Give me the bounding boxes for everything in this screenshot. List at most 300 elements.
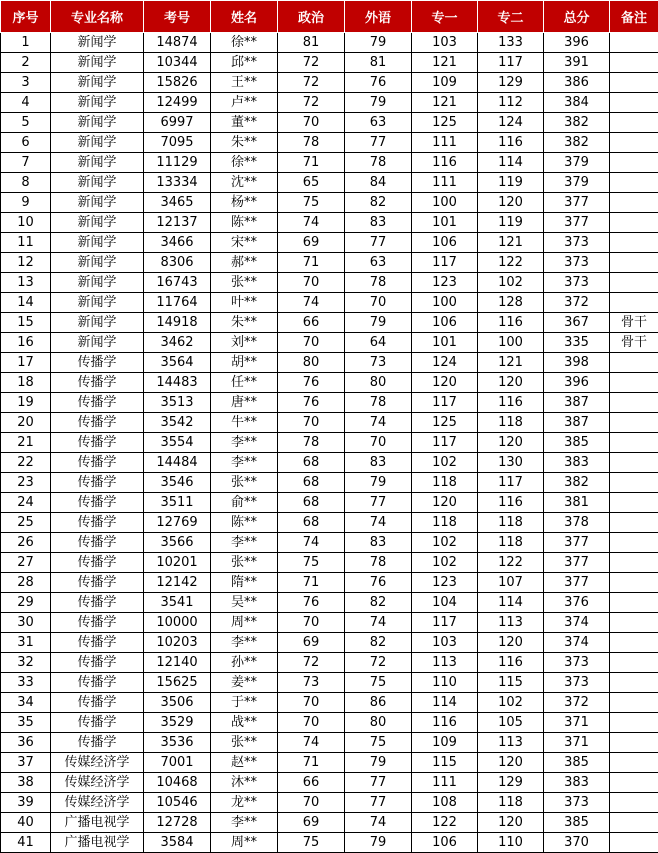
cell-index: 25 (1, 513, 51, 533)
cell-exam-id: 3542 (144, 413, 211, 433)
cell-major-subject-1: 111 (412, 133, 478, 153)
cell-major-subject-1: 100 (412, 293, 478, 313)
cell-major-subject-2: 129 (478, 773, 544, 793)
cell-politics: 70 (278, 273, 345, 293)
cell-major-subject-2: 115 (478, 673, 544, 693)
cell-major: 广播电视学 (51, 813, 144, 833)
cell-major-subject-2: 130 (478, 453, 544, 473)
cell-total: 377 (544, 193, 610, 213)
cell-total: 372 (544, 293, 610, 313)
cell-remarks (610, 373, 658, 393)
cell-name: 牛** (211, 413, 278, 433)
cell-foreign-language: 86 (345, 693, 412, 713)
cell-politics: 70 (278, 793, 345, 813)
header-index: 序号 (1, 1, 51, 33)
table-row (1, 833, 658, 853)
cell-name: 张** (211, 733, 278, 753)
cell-name: 徐** (211, 33, 278, 53)
cell-index: 2 (1, 53, 51, 73)
cell-politics: 68 (278, 473, 345, 493)
cell-major-subject-2: 124 (478, 113, 544, 133)
cell-name: 李** (211, 633, 278, 653)
cell-foreign-language: 80 (345, 713, 412, 733)
cell-remarks (610, 93, 658, 113)
cell-politics: 74 (278, 293, 345, 313)
table-row (1, 153, 658, 173)
cell-exam-id: 3564 (144, 353, 211, 373)
cell-index: 33 (1, 673, 51, 693)
cell-remarks (610, 173, 658, 193)
table-row (1, 573, 658, 593)
cell-foreign-language: 72 (345, 653, 412, 673)
cell-name: 胡** (211, 353, 278, 373)
cell-total: 378 (544, 513, 610, 533)
cell-major: 新闻学 (51, 33, 144, 53)
cell-total: 374 (544, 613, 610, 633)
cell-remarks (610, 713, 658, 733)
cell-exam-id: 14484 (144, 453, 211, 473)
cell-major-subject-1: 118 (412, 473, 478, 493)
table-row (1, 673, 658, 693)
cell-major: 传播学 (51, 733, 144, 753)
cell-index: 22 (1, 453, 51, 473)
cell-politics: 70 (278, 113, 345, 133)
cell-exam-id: 12140 (144, 653, 211, 673)
cell-index: 8 (1, 173, 51, 193)
cell-major-subject-1: 114 (412, 693, 478, 713)
cell-major-subject-1: 124 (412, 353, 478, 373)
cell-exam-id: 3462 (144, 333, 211, 353)
table-row (1, 593, 658, 613)
table-row (1, 433, 658, 453)
cell-index: 13 (1, 273, 51, 293)
cell-index: 39 (1, 793, 51, 813)
cell-total: 373 (544, 793, 610, 813)
cell-major: 传播学 (51, 673, 144, 693)
cell-major-subject-2: 100 (478, 333, 544, 353)
cell-major: 传媒经济学 (51, 773, 144, 793)
cell-politics: 72 (278, 93, 345, 113)
cell-major-subject-1: 102 (412, 533, 478, 553)
cell-major: 传播学 (51, 573, 144, 593)
cell-name: 任** (211, 373, 278, 393)
cell-name: 陈** (211, 213, 278, 233)
cell-foreign-language: 73 (345, 353, 412, 373)
cell-remarks (610, 253, 658, 273)
cell-major-subject-2: 116 (478, 313, 544, 333)
cell-foreign-language: 80 (345, 373, 412, 393)
cell-foreign-language: 74 (345, 413, 412, 433)
cell-foreign-language: 79 (345, 33, 412, 53)
cell-major: 传播学 (51, 453, 144, 473)
cell-index: 35 (1, 713, 51, 733)
cell-politics: 71 (278, 753, 345, 773)
cell-major: 传播学 (51, 473, 144, 493)
cell-major: 新闻学 (51, 193, 144, 213)
cell-politics: 66 (278, 773, 345, 793)
cell-remarks (610, 553, 658, 573)
cell-major-subject-1: 125 (412, 113, 478, 133)
cell-total: 382 (544, 133, 610, 153)
cell-exam-id: 12769 (144, 513, 211, 533)
cell-name: 陈** (211, 513, 278, 533)
cell-index: 30 (1, 613, 51, 633)
table-row (1, 533, 658, 553)
cell-index: 17 (1, 353, 51, 373)
cell-major-subject-1: 103 (412, 633, 478, 653)
table-row (1, 313, 658, 333)
table-row (1, 453, 658, 473)
cell-remarks (610, 133, 658, 153)
cell-total: 387 (544, 413, 610, 433)
cell-major-subject-2: 113 (478, 613, 544, 633)
cell-politics: 76 (278, 393, 345, 413)
cell-name: 周** (211, 833, 278, 853)
cell-exam-id: 3584 (144, 833, 211, 853)
cell-foreign-language: 79 (345, 753, 412, 773)
cell-name: 朱** (211, 133, 278, 153)
cell-name: 张** (211, 553, 278, 573)
cell-remarks (610, 393, 658, 413)
cell-exam-id: 16743 (144, 273, 211, 293)
cell-major: 传播学 (51, 413, 144, 433)
cell-total: 373 (544, 233, 610, 253)
cell-exam-id: 15826 (144, 73, 211, 93)
cell-total: 396 (544, 373, 610, 393)
cell-name: 于** (211, 693, 278, 713)
cell-exam-id: 10468 (144, 773, 211, 793)
cell-politics: 76 (278, 373, 345, 393)
table-row (1, 693, 658, 713)
cell-major-subject-1: 115 (412, 753, 478, 773)
cell-major: 传播学 (51, 533, 144, 553)
cell-major-subject-2: 120 (478, 633, 544, 653)
table-header (1, 1, 658, 33)
cell-exam-id: 14874 (144, 33, 211, 53)
cell-major: 新闻学 (51, 253, 144, 273)
cell-total: 373 (544, 253, 610, 273)
cell-name: 张** (211, 273, 278, 293)
cell-exam-id: 10000 (144, 613, 211, 633)
cell-name: 刘** (211, 333, 278, 353)
table-row (1, 113, 658, 133)
cell-major-subject-1: 123 (412, 273, 478, 293)
cell-foreign-language: 82 (345, 193, 412, 213)
cell-name: 李** (211, 453, 278, 473)
cell-major-subject-2: 116 (478, 393, 544, 413)
cell-major: 新闻学 (51, 153, 144, 173)
cell-politics: 72 (278, 53, 345, 73)
cell-major-subject-2: 118 (478, 513, 544, 533)
cell-major-subject-1: 120 (412, 493, 478, 513)
cell-remarks (610, 813, 658, 833)
cell-major-subject-2: 107 (478, 573, 544, 593)
cell-exam-id: 11764 (144, 293, 211, 313)
cell-politics: 70 (278, 693, 345, 713)
table-row (1, 653, 658, 673)
cell-major-subject-1: 101 (412, 333, 478, 353)
cell-major-subject-2: 122 (478, 553, 544, 573)
header-politics: 政治 (278, 1, 345, 33)
cell-major-subject-1: 117 (412, 433, 478, 453)
cell-major-subject-2: 120 (478, 193, 544, 213)
cell-foreign-language: 79 (345, 473, 412, 493)
cell-major: 新闻学 (51, 93, 144, 113)
cell-major: 新闻学 (51, 173, 144, 193)
cell-remarks (610, 593, 658, 613)
header-row (1, 1, 658, 33)
cell-foreign-language: 82 (345, 633, 412, 653)
cell-major: 传播学 (51, 713, 144, 733)
cell-exam-id: 12499 (144, 93, 211, 113)
cell-total: 396 (544, 33, 610, 53)
cell-exam-id: 6997 (144, 113, 211, 133)
cell-remarks (610, 113, 658, 133)
cell-foreign-language: 70 (345, 293, 412, 313)
cell-major-subject-2: 116 (478, 653, 544, 673)
cell-major-subject-1: 111 (412, 773, 478, 793)
cell-major-subject-1: 103 (412, 33, 478, 53)
cell-foreign-language: 74 (345, 613, 412, 633)
cell-foreign-language: 64 (345, 333, 412, 353)
cell-major-subject-2: 117 (478, 53, 544, 73)
cell-major-subject-1: 104 (412, 593, 478, 613)
cell-index: 41 (1, 833, 51, 853)
cell-exam-id: 3466 (144, 233, 211, 253)
cell-total: 385 (544, 753, 610, 773)
cell-total: 383 (544, 453, 610, 473)
cell-index: 32 (1, 653, 51, 673)
cell-exam-id: 7095 (144, 133, 211, 153)
cell-major-subject-2: 118 (478, 413, 544, 433)
cell-exam-id: 3554 (144, 433, 211, 453)
cell-politics: 68 (278, 513, 345, 533)
cell-major: 传媒经济学 (51, 793, 144, 813)
cell-name: 吴** (211, 593, 278, 613)
cell-major-subject-2: 116 (478, 133, 544, 153)
cell-name: 沈** (211, 173, 278, 193)
cell-politics: 71 (278, 153, 345, 173)
cell-index: 18 (1, 373, 51, 393)
cell-total: 335 (544, 333, 610, 353)
cell-name: 李** (211, 533, 278, 553)
cell-total: 367 (544, 313, 610, 333)
cell-major-subject-2: 116 (478, 493, 544, 513)
cell-total: 387 (544, 393, 610, 413)
cell-exam-id: 12137 (144, 213, 211, 233)
cell-politics: 71 (278, 573, 345, 593)
table-row (1, 473, 658, 493)
cell-index: 38 (1, 773, 51, 793)
cell-politics: 78 (278, 433, 345, 453)
cell-major-subject-1: 106 (412, 313, 478, 333)
cell-foreign-language: 75 (345, 733, 412, 753)
cell-foreign-language: 77 (345, 233, 412, 253)
cell-index: 21 (1, 433, 51, 453)
cell-remarks (610, 73, 658, 93)
table-row (1, 73, 658, 93)
cell-exam-id: 12728 (144, 813, 211, 833)
cell-total: 381 (544, 493, 610, 513)
cell-total: 373 (544, 273, 610, 293)
cell-remarks (610, 273, 658, 293)
cell-major-subject-2: 113 (478, 733, 544, 753)
cell-index: 31 (1, 633, 51, 653)
cell-remarks (610, 453, 658, 473)
cell-total: 370 (544, 833, 610, 853)
cell-politics: 78 (278, 133, 345, 153)
cell-exam-id: 15625 (144, 673, 211, 693)
table-row (1, 733, 658, 753)
cell-foreign-language: 79 (345, 833, 412, 853)
cell-total: 379 (544, 153, 610, 173)
cell-major-subject-1: 109 (412, 733, 478, 753)
cell-index: 26 (1, 533, 51, 553)
cell-total: 374 (544, 633, 610, 653)
cell-index: 16 (1, 333, 51, 353)
cell-major-subject-1: 122 (412, 813, 478, 833)
cell-major-subject-2: 119 (478, 173, 544, 193)
cell-major-subject-2: 114 (478, 593, 544, 613)
table-row (1, 793, 658, 813)
cell-major: 传播学 (51, 593, 144, 613)
cell-total: 391 (544, 53, 610, 73)
cell-major-subject-2: 118 (478, 793, 544, 813)
table-row (1, 253, 658, 273)
cell-total: 382 (544, 113, 610, 133)
cell-index: 11 (1, 233, 51, 253)
cell-foreign-language: 81 (345, 53, 412, 73)
cell-name: 俞** (211, 493, 278, 513)
header-major: 专业名称 (51, 1, 144, 33)
cell-remarks (610, 733, 658, 753)
cell-major: 传播学 (51, 373, 144, 393)
cell-major: 传播学 (51, 493, 144, 513)
cell-foreign-language: 82 (345, 593, 412, 613)
cell-name: 邱** (211, 53, 278, 73)
cell-major: 广播电视学 (51, 833, 144, 853)
cell-foreign-language: 75 (345, 673, 412, 693)
cell-name: 孙** (211, 653, 278, 673)
cell-major: 传播学 (51, 513, 144, 533)
cell-major-subject-1: 116 (412, 713, 478, 733)
cell-foreign-language: 77 (345, 793, 412, 813)
cell-major-subject-1: 110 (412, 673, 478, 693)
cell-remarks (610, 153, 658, 173)
cell-major-subject-1: 100 (412, 193, 478, 213)
table-row (1, 353, 658, 373)
cell-remarks (610, 693, 658, 713)
cell-politics: 76 (278, 593, 345, 613)
cell-remarks (610, 193, 658, 213)
cell-politics: 70 (278, 333, 345, 353)
cell-major-subject-2: 102 (478, 693, 544, 713)
cell-exam-id: 10344 (144, 53, 211, 73)
cell-remarks (610, 633, 658, 653)
cell-total: 371 (544, 713, 610, 733)
cell-remarks (610, 473, 658, 493)
table-row (1, 173, 658, 193)
cell-remarks (610, 513, 658, 533)
cell-remarks (610, 753, 658, 773)
cell-major-subject-1: 101 (412, 213, 478, 233)
cell-remarks (610, 793, 658, 813)
cell-foreign-language: 77 (345, 133, 412, 153)
cell-major: 传播学 (51, 553, 144, 573)
cell-index: 9 (1, 193, 51, 213)
cell-politics: 75 (278, 553, 345, 573)
cell-major-subject-2: 105 (478, 713, 544, 733)
cell-major: 传播学 (51, 653, 144, 673)
cell-major-subject-1: 117 (412, 613, 478, 633)
cell-major: 传播学 (51, 613, 144, 633)
cell-name: 沐** (211, 773, 278, 793)
cell-total: 379 (544, 173, 610, 193)
cell-foreign-language: 84 (345, 173, 412, 193)
cell-major-subject-1: 102 (412, 553, 478, 573)
cell-major-subject-1: 118 (412, 513, 478, 533)
cell-index: 27 (1, 553, 51, 573)
cell-exam-id: 11129 (144, 153, 211, 173)
cell-major-subject-2: 122 (478, 253, 544, 273)
cell-major-subject-1: 106 (412, 833, 478, 853)
cell-total: 382 (544, 473, 610, 493)
cell-major-subject-2: 133 (478, 33, 544, 53)
cell-foreign-language: 78 (345, 273, 412, 293)
cell-remarks (610, 233, 658, 253)
cell-politics: 80 (278, 353, 345, 373)
cell-exam-id: 13334 (144, 173, 211, 193)
cell-total: 377 (544, 213, 610, 233)
cell-remarks (610, 53, 658, 73)
cell-remarks (610, 673, 658, 693)
cell-major-subject-1: 106 (412, 233, 478, 253)
cell-remarks (610, 573, 658, 593)
cell-remarks: 骨干 (610, 313, 658, 333)
cell-name: 李** (211, 813, 278, 833)
cell-major: 新闻学 (51, 273, 144, 293)
cell-exam-id: 3566 (144, 533, 211, 553)
cell-major-subject-1: 123 (412, 573, 478, 593)
cell-remarks: 骨干 (610, 333, 658, 353)
cell-major-subject-1: 113 (412, 653, 478, 673)
cell-major-subject-2: 110 (478, 833, 544, 853)
table-row (1, 293, 658, 313)
cell-index: 28 (1, 573, 51, 593)
cell-foreign-language: 63 (345, 113, 412, 133)
cell-major: 传播学 (51, 633, 144, 653)
cell-foreign-language: 83 (345, 453, 412, 473)
cell-total: 385 (544, 433, 610, 453)
table-row (1, 273, 658, 293)
cell-name: 郝** (211, 253, 278, 273)
cell-major: 传播学 (51, 433, 144, 453)
cell-major: 新闻学 (51, 233, 144, 253)
cell-foreign-language: 79 (345, 93, 412, 113)
cell-politics: 74 (278, 733, 345, 753)
cell-index: 34 (1, 693, 51, 713)
cell-name: 李** (211, 433, 278, 453)
cell-politics: 73 (278, 673, 345, 693)
cell-index: 6 (1, 133, 51, 153)
cell-total: 372 (544, 693, 610, 713)
cell-major-subject-1: 121 (412, 93, 478, 113)
cell-politics: 65 (278, 173, 345, 193)
cell-major: 传媒经济学 (51, 753, 144, 773)
header-remarks: 备注 (610, 1, 658, 33)
cell-major-subject-2: 129 (478, 73, 544, 93)
cell-name: 宋** (211, 233, 278, 253)
